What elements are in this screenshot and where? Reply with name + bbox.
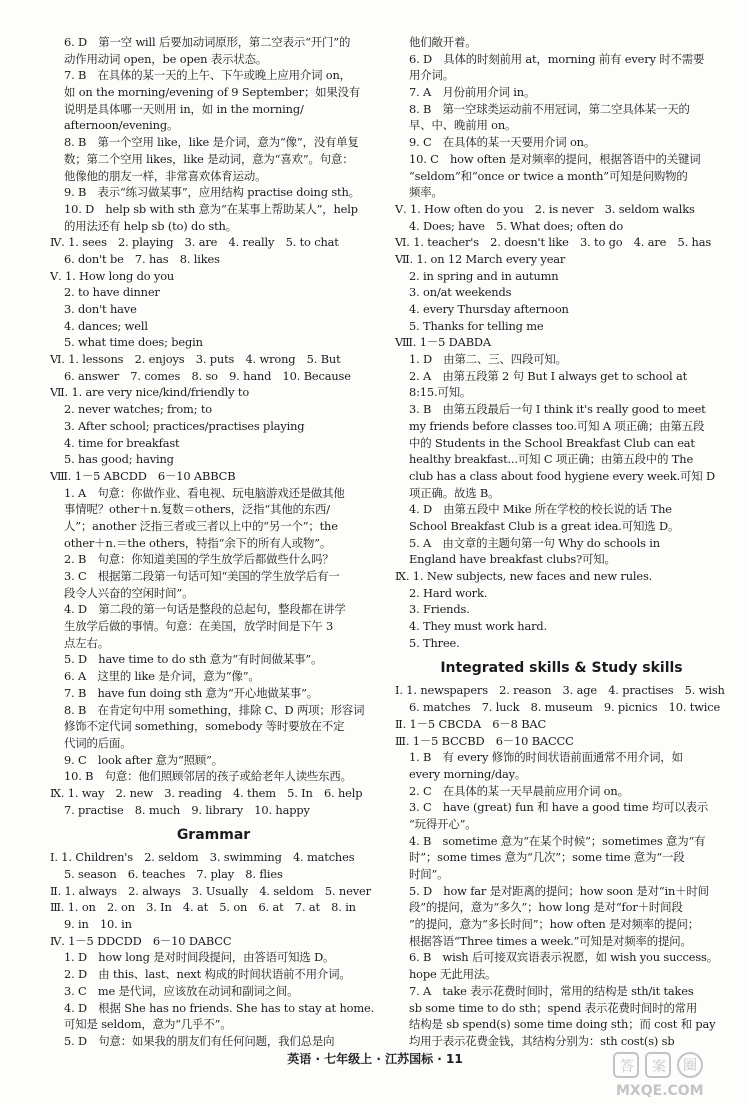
answer-line: 均用于表示花费金钱，其结构分别为：sth cost(s) sb (409, 1033, 675, 1048)
answer-line: 10. C how often 是对频率的提问，根据答语中的关键词 (409, 151, 701, 166)
answer-line: 6. matches 7. luck 8. museum 9. picnics 10. twice (409, 700, 721, 715)
answer-line: 事情呢？other＋n.复数＝others，泛指“其他的东西/ (64, 502, 330, 517)
answer-line: 7. B 在具体的某一天的上午、下午或晚上应用介词 on， (64, 68, 351, 83)
answer-line: 7. B have fun doing sth 意为“开心地做某事”。 (64, 685, 319, 700)
answer-line: 1. D how long 是对时间段提问，由答语可知选 D。 (64, 950, 335, 965)
answer-line: Ⅷ. 1－5 DABDA (395, 335, 491, 350)
answer-line: Ⅰ. 1. Children's 2. seldom 3. swimming 4. matches (50, 850, 355, 865)
answer-line: 2. B 句意：你知道美国的学生放学后都做些什么吗？ (64, 552, 334, 567)
svg-text:答: 答 (620, 1059, 634, 1075)
answer-line: 6. A 这里的 like 是介词，意为“像”。 (64, 669, 260, 684)
right-column (395, 34, 728, 1050)
answer-line: 1. B 有 every 修饰的时间状语前面通常不用介词，如 (409, 750, 683, 765)
svg-text:案: 案 (652, 1059, 666, 1075)
answer-line: 9. in 10. in (64, 917, 132, 932)
answer-line: 项正确。故选 B。 (409, 485, 500, 500)
answer-line: 段令人兴奋的空闲时间”。 (64, 585, 194, 600)
answer-line: 6. D 具体的时刻前用 at，morning 前有 every 时不需要 (409, 51, 705, 66)
answer-line: 动作用动词 open，be open 表示状态。 (64, 51, 268, 66)
answer-line: 时间”。 (409, 867, 449, 881)
answer-line: 4. Does; have 5. What does; often do (409, 218, 624, 233)
answer-line: ”的提问，意为“多长时间”；how often 是对频率的提问； (409, 917, 700, 932)
left-column (50, 34, 377, 1050)
answer-line: 5. A 由文章的主题句第一句 Why do schools in (409, 535, 660, 550)
answer-line: 4. time for breakfast (64, 435, 180, 450)
answer-line: “seldom”和“once or twice a month”可知是问购物的 (409, 168, 688, 183)
answer-line: 3. After school; practices/practises playing (64, 418, 305, 433)
answer-line: 数；第二个空用 likes，like 是动词，意为“喜欢”。句意： (64, 151, 354, 166)
answer-line: 2. A 由第五段第 2 句 But I always get to school at (409, 368, 688, 383)
answer-line: hope 无此用法。 (409, 967, 497, 982)
answer-line: 8:15.可知。 (409, 385, 472, 400)
answer-line: Ⅳ. 1－5 DDCDD 6－10 DABCC (50, 933, 232, 948)
answer-line: 4. D 第二段的第一句话是整段的总起句，整段都在讲学 (64, 602, 346, 617)
answer-line: Ⅴ. 1. How long do you (50, 268, 175, 283)
answer-line: Ⅴ. 1. How often do you 2. is never 3. seldom walks (395, 201, 695, 216)
answer-line: 2. Hard work. (409, 585, 488, 600)
answer-line: sb some time to do sth；spend 表示花费时间时的常用 (409, 1000, 698, 1015)
answer-line: 3. don't have (64, 302, 137, 316)
answer-line: 1. D 由第二、三、四段可知。 (409, 352, 567, 367)
answer-line: 段”的提问，意为“多久”；how long 是对“for＋时间段 (409, 900, 683, 915)
answer-line: 代词的后面。 (64, 735, 132, 750)
answer-line: 5. has good; having (64, 452, 174, 467)
answer-line: 早、中、晚前用 on。 (409, 118, 517, 133)
answer-line: 4. D 根据 She has no friends. She has to stay at home. (64, 1000, 375, 1015)
answer-line: 3. C me 是代词，应该放在动词和副词之间。 (64, 983, 299, 998)
answer-line: 2. D 由 this、last、next 构成的时间状语前不用介词。 (64, 967, 351, 982)
answer-line: my friends before classes too.可知 A 项正确；由第五段 (409, 418, 705, 433)
answer-line: Ⅳ. 1. sees 2. playing 3. are 4. really 5. to chat (50, 235, 339, 250)
answer-line: 3. C 根据第二段第一句话可知“美国的学生放学后有一 (64, 569, 340, 583)
answer-line: 7. A 月份前用介词 in。 (409, 85, 536, 100)
answer-line: club has a class about food hygiene every week.可知 D (409, 468, 715, 483)
answer-line: Ⅱ. 1－5 CBCDA 6－8 BAC (395, 716, 547, 731)
answer-line: 3. C have (great) fun 和 have a good time 均可以表示 (409, 800, 709, 815)
answer-line: 3. B 由第五段最后一句 I think it's really good to meet (409, 402, 706, 417)
answer-line: Ⅸ. 1. New subjects, new faces and new rules. (395, 569, 653, 583)
answer-line: 8. B 在肯定句中用 something，排除 C、D 两项；形容词 (64, 702, 365, 717)
answer-line: 9. C look after 意为“照顾”。 (64, 752, 224, 767)
answer-line: Ⅲ. 1－5 BCCBD 6－10 BACCC (395, 733, 574, 748)
answer-line: 4. B sometime 意为“在某个时候”；sometimes 意为“有 (409, 833, 706, 848)
answer-line: 5. D have time to do sth 意为“有时间做某事”。 (64, 652, 323, 667)
answer-line: Ⅶ. 1. on 12 March every year (395, 251, 566, 266)
answer-line: 的用法还有 help sb (to) do sth。 (64, 218, 237, 233)
answer-line: 8. B 第一空球类运动前不用冠词，第二空具体某一天的 (409, 101, 690, 116)
answer-line: 6. answer 7. comes 8. so 9. hand 10. Because (64, 368, 351, 383)
answer-line: 7. practise 8. much 9. library 10. happy (64, 802, 310, 817)
answer-line: 4. They must work hard. (409, 619, 548, 634)
answer-line: 4. dances; well (64, 318, 148, 333)
answer-line: afternoon/evening。 (64, 118, 179, 133)
answer-line: 2. to have dinner (64, 285, 160, 300)
answer-line: 5. D 句意：如果我的朋友们有任何问题，我们总是向 (64, 1033, 335, 1048)
answer-line: 可知是 seldom，意为“几乎不”。 (64, 1017, 232, 1032)
answer-line: 5. D how far 是对距离的提问；how soon 是对“in＋时间 (409, 883, 709, 898)
answer-line: Ⅸ. 1. way 2. new 3. reading 4. them 5. In 6. help (50, 785, 363, 800)
answer-line: “玩得开心”。 (409, 816, 477, 831)
answer-line: 5. Three. (409, 635, 460, 650)
svg-text:圈: 圈 (683, 1058, 697, 1074)
answer-line: 如 on the morning/evening of 9 September；如果没有 (64, 85, 361, 100)
answer-line: 用介词。 (409, 68, 454, 83)
section-heading: Integrated skills & Study skills (440, 660, 683, 677)
answer-line: 6. don't be 7. has 8. likes (64, 251, 220, 266)
answer-line: 9. C 在具体的某一天要用介词 on。 (409, 135, 596, 150)
watermark-logo (612, 1050, 742, 1100)
answer-line: 5. season 6. teaches 7. play 8. flies (64, 867, 283, 881)
answer-line: 中的 Students in the School Breakfast Club can eat (409, 435, 695, 450)
answer-line: 4. every Thursday afternoon (409, 302, 569, 316)
answer-line: 2. never watches; from; to (64, 402, 212, 417)
answer-line: 2. C 在具体的某一天早晨前应用介词 on。 (409, 783, 629, 798)
answer-line: Ⅶ. 1. are very nice/kind/friendly to (50, 385, 250, 400)
answer-line: 频率。 (409, 185, 443, 200)
answer-line: 6. B wish 后可接双宾语表示祝愿，如 wish you success。 (409, 950, 718, 965)
answer-line: 10. D help sb with sth 意为“在某事上帮助某人”，help (64, 201, 358, 216)
answer-line: other＋n.＝the others，特指“余下的所有人或物”。 (64, 535, 332, 550)
answer-line: 结构是 sb spend(s) some time doing sth；而 cost 和 pay (409, 1017, 716, 1032)
answer-line: Ⅵ. 1. lessons 2. enjoys 3. puts 4. wrong 5. But (50, 352, 341, 367)
answer-line: Ⅷ. 1－5 ABCDD 6－10 ABBCB (50, 468, 236, 483)
answer-line: 10. B 句意：他们照顾邻居的孩子或給老年人读些东西。 (64, 769, 352, 784)
answer-line: 5. Thanks for telling me (409, 318, 544, 333)
answer-line: England have breakfast clubs?可知。 (409, 552, 616, 567)
answer-line: 9. B 表示“练习做某事”，应用结构 practise doing sth。 (64, 185, 360, 200)
answer-line: 2. in spring and in autumn (409, 268, 559, 283)
answer-line: healthy breakfast...可知 C 项正确；由第五段中的 The (409, 452, 694, 467)
answer-line: 他像他的朋友一样，非常喜欢体育运动。 (64, 168, 267, 183)
answer-line: 根据答语“Three times a week.”可知是对频率的提问。 (409, 933, 692, 948)
answer-line: 人”；another 泛指三者或三者以上中的“另一个”；the (64, 518, 338, 533)
answer-line: every morning/day。 (409, 766, 527, 781)
section-heading: Grammar (176, 827, 251, 844)
answer-line: 3. Friends. (409, 602, 470, 617)
answer-line: 7. A take 表示花费时间时，常用的结构是 sth/it takes (409, 983, 694, 998)
page-footer: 英语 · 七年级上 · 江苏国标 · 11 (287, 1052, 463, 1066)
answer-line: 6. D 第一空 will 后要加动词原形，第二空表示“开门”的 (64, 35, 351, 49)
svg-text:MXQE.COM: MXQE.COM (616, 1083, 704, 1099)
answer-line: School Breakfast Club is a great idea.可知选 D。 (409, 518, 680, 533)
answer-line: 点左右。 (64, 635, 109, 650)
answer-line: 生放学后做的事情。句意：在美国，放学时间是下午 3 (64, 619, 334, 634)
answer-line: 8. B 第一个空用 like，like 是介词，意为“像”，没有单复 (64, 135, 359, 150)
answer-line: 4. D 由第五段中 Mike 所在学校的校长说的话 The (409, 502, 672, 517)
answer-line: 修饰不定代词 something，somebody 等时要放在不定 (64, 719, 345, 734)
answer-line: Ⅰ. 1. newspapers 2. reason 3. age 4. practises 5. wish (395, 683, 725, 698)
answer-line: 5. what time does; begin (64, 335, 203, 350)
answer-line: Ⅲ. 1. on 2. on 3. In 4. at 5. on 6. at 7. at 8. in (50, 900, 356, 915)
answer-line: Ⅱ. 1. always 2. always 3. Usually 4. seldom 5. never (50, 883, 371, 898)
answer-line: 1. A 句意：你做作业、看电视、玩电脑游戏还是做其他 (64, 485, 345, 500)
answer-line: 他们敞开着。 (409, 35, 477, 49)
answer-line: 时”；some times 意为“几次”；some time 意为“一段 (409, 850, 685, 865)
answer-line: 3. on/at weekends (409, 285, 512, 300)
answer-line: Ⅵ. 1. teacher's 2. doesn't like 3. to go 4. are 5. has (395, 235, 712, 250)
answer-line: 说明是具体哪一天则用 in，如 in the morning/ (64, 101, 304, 116)
